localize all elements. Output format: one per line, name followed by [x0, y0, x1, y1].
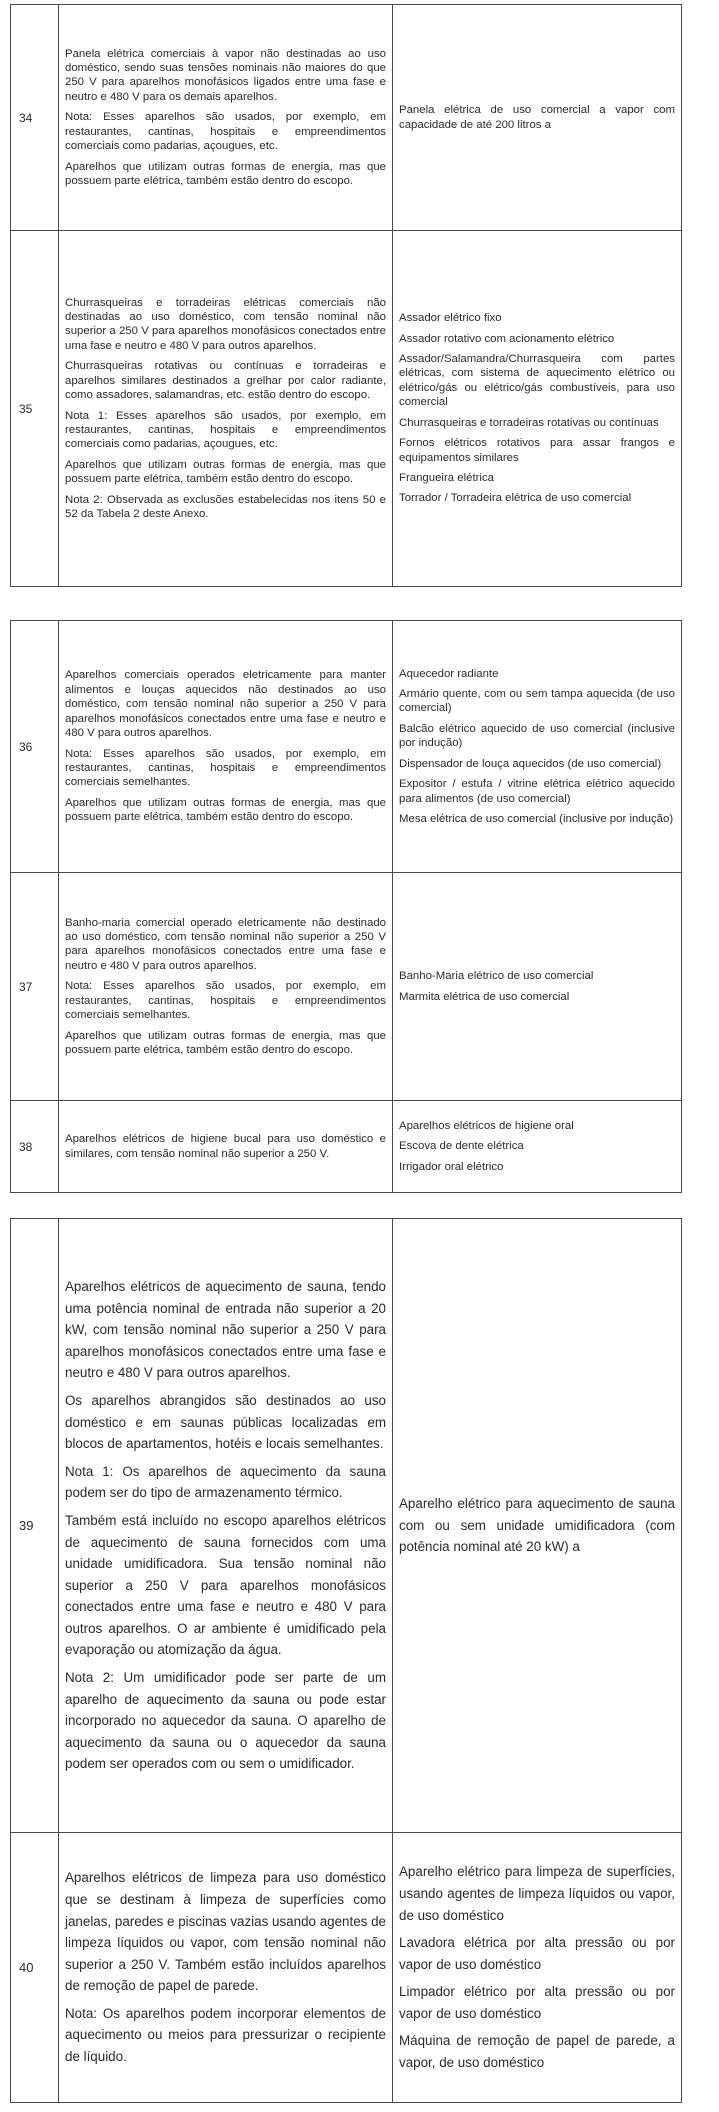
product-entry: Aparelhos elétricos de higiene oral [399, 1119, 574, 1132]
product-entry: Máquina de remoção de papel de parede, a vapor, de uso doméstico [399, 2033, 675, 2071]
product-entry: Mesa elétrica de uso comercial (inclusive por indução) [399, 812, 674, 825]
description-paragraph: Os aparelhos abrangidos são destinados ao uso doméstico e em saunas públicas localizadas em blocos de apartamentos, hotéis e locais semelhantes. [65, 1392, 386, 1452]
item-description [59, 5, 393, 231]
item-description [59, 621, 393, 873]
item-description [59, 1219, 393, 1833]
table-row [11, 621, 682, 873]
description-note: Nota: Esses aparelhos são usados, por exemplo, em restaurantes, cantinas, hospitais e empreendimentos comerciais como padarias, açougues, etc. [65, 111, 386, 153]
item-description [59, 1833, 393, 2103]
description-paragraph: Aparelhos que utilizam outras formas de energia, mas que possuem parte elétrica, também estão dentro do escopo. [65, 796, 386, 824]
product-entry: Aparelho elétrico para aquecimento de sauna com ou sem unidade umidificadora (com potência nominal até 20 kW) a [399, 1496, 675, 1555]
product-entry: Limpador elétrico por alta pressão ou por vapor de uso doméstico [399, 1984, 675, 2021]
item-products [393, 231, 682, 587]
item-number: 39 [11, 1219, 59, 1833]
product-entry: Frangueira elétrica [399, 471, 494, 484]
product-entry: Assador/Salamandra/Churrasqueira com partes elétricas, com sistema de aquecimento elétrico ou elétrico/gás ou elétrico/gás combustíveis, para uso comercial [399, 353, 675, 409]
product-entry: Assador elétrico fixo [399, 312, 502, 325]
product-entry: Lavadora elétrica por alta pressão ou por vapor de uso doméstico [399, 1935, 675, 1972]
item-products [393, 1833, 682, 2103]
table-row [11, 873, 682, 1101]
item-description [59, 231, 393, 587]
table-row [11, 231, 682, 587]
description-paragraph: Panela elétrica comerciais à vapor não destinadas ao uso doméstico, sendo suas tensões nominais não maiores do que 250 V para aparelhos monofásicos ligados entre uma fase e neutro e 480 V para os demais aparelhos. [65, 47, 386, 103]
regulation-table-2 [10, 620, 682, 1193]
item-products [393, 1101, 682, 1193]
description-note: Nota 1: Os aparelhos de aquecimento da sauna podem ser do tipo de armazenamento térmico. [65, 1463, 386, 1501]
product-entry: Aparelho elétrico para limpeza de superfícies, usando agentes de limpeza líquidos ou vapor, de uso doméstico [399, 1864, 675, 1923]
table-row [11, 1833, 682, 2103]
regulation-table-3 [10, 1218, 682, 2103]
product-entry: Balcão elétrico aquecido de uso comercial (inclusive por indução) [399, 722, 675, 750]
description-note: Nota: Esses aparelhos são usados, por exemplo, em restaurantes, cantinas, hospitais e empreendimentos comerciais semelhantes. [65, 980, 386, 1022]
description-paragraph: Aparelhos comerciais operados eletricamente para manter alimentos e louças aquecidos não destinados ao uso doméstico, com tensão nominal não superior a 250 V para aparelhos monofásicos conectados entre uma fase e neutro e 480 V para outros aparelhos. [65, 669, 386, 740]
description-paragraph: Aparelhos elétricos de higiene bucal para uso doméstico e similares, com tensão nominal não superior a 250 V. [65, 1133, 386, 1160]
item-products [393, 1219, 682, 1833]
product-entry: Marmita elétrica de uso comercial [399, 990, 570, 1003]
product-entry: Armário quente, com ou sem tampa aquecida (de uso comercial) [399, 688, 675, 715]
description-paragraph: Aparelhos que utilizam outras formas de energia, mas que possuem parte elétrica, também estão dentro do escopo. [65, 160, 386, 187]
item-products [393, 5, 682, 231]
description-note: Nota 2: Um umidificador pode ser parte de um aparelho de aquecimento da sauna ou pode estar incorporado no aquecedor da sauna. O aparelho de aquecimento da sauna ou o aquecedor da sauna podem ser operados com ou sem o umidificador. [65, 1670, 386, 1772]
item-number: 34 [11, 5, 59, 231]
product-entry: Expositor / estufa / vitrine elétrica elétrico aquecido para alimentos (de uso comercial) [399, 778, 675, 805]
description-paragraph: Aparelhos elétricos de aquecimento de sauna, tendo uma potência nominal de entrada não superior a 20 kW, com tensão nominal não superior a 250 V para aparelhos monofásicos conectados entre uma fase e neutro e 480 V para outros aparelhos. [65, 1278, 386, 1381]
item-number: 40 [11, 1833, 59, 2103]
regulation-table-1 [10, 4, 682, 587]
table-row [11, 1101, 682, 1193]
product-entry: Panela elétrica de uso comercial a vapor com capacidade de até 200 litros a [399, 104, 675, 131]
table-row [11, 1219, 682, 1833]
description-note: Nota 2: Observada as exclusões estabelecidas nos itens 50 e 52 da Tabela 2 deste Anexo. [65, 493, 386, 520]
description-paragraph: Banho-maria comercial operado eletricamente não destinado ao uso doméstico, com tensão nominal não superior a 250 V para aparelhos monofásicos conectados entre uma fase e neutro e 480 V para outros aparelhos. [65, 916, 386, 972]
product-entry: Churrasqueiras e torradeiras rotativas ou contínuas [399, 416, 659, 429]
product-entry: Assador rotativo com acionamento elétrico [399, 332, 615, 345]
description-note: Nota: Esses aparelhos são usados, por exemplo, em restaurantes, cantinas, hospitais e empreendimentos comerciais semelhantes. [65, 747, 386, 789]
product-entry: Fornos elétricos rotativos para assar frangos e equipamentos similares [399, 437, 675, 464]
description-paragraph: Aparelhos elétricos de limpeza para uso doméstico que se destinam à limpeza de superfícies como janelas, paredes e piscinas vazias usando agentes de limpeza líquidos ou vapor, com tensão nominal não superior a 250 V. Também estão incluídos aparelhos de remoção de papel de parede. [65, 1870, 386, 1994]
item-number: 36 [11, 621, 59, 873]
item-description [59, 1101, 393, 1193]
table-row [11, 5, 682, 231]
product-entry: Aquecedor radiante [399, 667, 499, 680]
product-entry: Dispensador de louça aquecidos (de uso comercial) [399, 757, 662, 770]
description-note: Nota 1: Esses aparelhos são usados, por exemplo, em restaurantes, cantinas, hospitais e empreendimentos comerciais como padarias, açougues, etc. [65, 409, 386, 451]
description-paragraph: Também está incluído no escopo aparelhos elétricos de aquecimento de sauna fornecidos com uma unidade umidificadora. Sua tensão nominal não superior a 250 V para aparelhos monofásicos conectados entre uma fase e neutro e 480 V para outros aparelhos. O ar ambiente é umidificado pela evaporação ou atomização da água. [65, 1512, 386, 1658]
item-number: 35 [11, 231, 59, 587]
description-paragraph: Churrasqueiras rotativas ou contínuas e torradeiras e aparelhos similares destinados a grelhar por calor radiante, como assadores, salamandras, etc. estão dentro do escopo. [65, 360, 386, 402]
product-entry: Irrigador oral elétrico [399, 1160, 504, 1173]
product-entry: Banho-Maria elétrico de uso comercial [399, 970, 594, 983]
item-products [393, 873, 682, 1101]
description-paragraph: Aparelhos que utilizam outras formas de energia, mas que possuem parte elétrica, também estão dentro do escopo. [65, 458, 386, 486]
item-products [393, 621, 682, 873]
item-description [59, 873, 393, 1101]
item-number: 37 [11, 873, 59, 1101]
item-number: 38 [11, 1101, 59, 1193]
product-entry: Torrador / Torradeira elétrica de uso comercial [399, 492, 632, 505]
product-entry: Escova de dente elétrica [399, 1140, 524, 1153]
description-note: Nota: Os aparelhos podem incorporar elementos de aquecimento ou meios para pressurizar o recipiente de líquido. [65, 2005, 386, 2065]
description-paragraph: Aparelhos que utilizam outras formas de energia, mas que possuem parte elétrica, também estão dentro do escopo. [65, 1029, 386, 1056]
description-paragraph: Churrasqueiras e torradeiras elétricas comerciais não destinadas ao uso doméstico, com tensão nominal não superior a 250 V para aparelhos monofásicos conectados entre uma fase e neutro e 480 V para outros aparelhos. [65, 296, 386, 352]
